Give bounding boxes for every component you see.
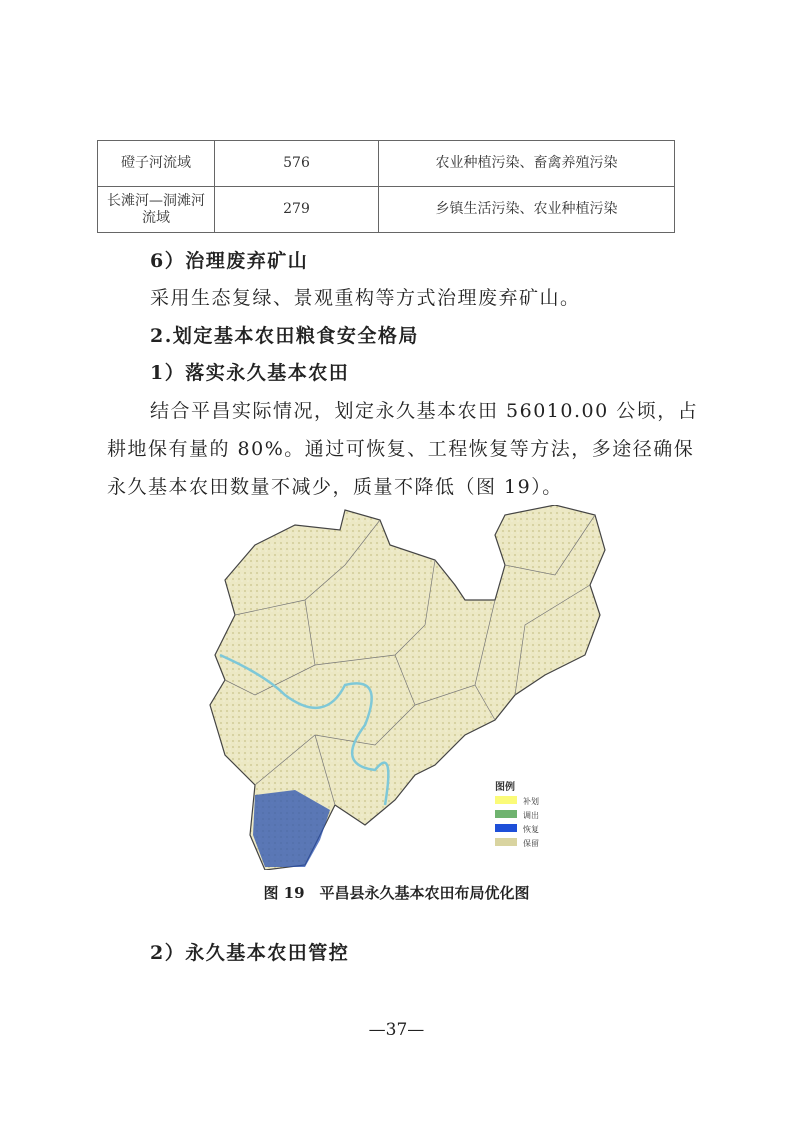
paragraph-line: 永久基本农田数量不减少，质量不降低（图 19）。 bbox=[107, 476, 563, 498]
section-heading: 6）治理废弃矿山 bbox=[150, 250, 309, 272]
table-row bbox=[98, 187, 675, 233]
figure-caption: 图 19 平昌县永久基本农田布局优化图 bbox=[263, 884, 530, 902]
pollution-cell: 乡镇生活污染、农业种植污染 bbox=[379, 187, 675, 233]
paragraph: 采用生态复绿、景观重构等方式治理废弃矿山。 bbox=[150, 287, 581, 309]
area-cell: 279 bbox=[215, 187, 379, 233]
legend-label: 保留 bbox=[523, 839, 539, 848]
map-legend bbox=[495, 780, 539, 848]
pollution-cell: 农业种植污染、畜禽养殖污染 bbox=[379, 141, 675, 187]
legend-label: 恢复 bbox=[523, 825, 539, 834]
table-row bbox=[98, 141, 675, 187]
legend-label: 调出 bbox=[523, 811, 539, 820]
legend-title: 图例 bbox=[495, 782, 515, 793]
section-heading: 1）落实永久基本农田 bbox=[150, 362, 350, 384]
legend-swatch-supplement bbox=[495, 796, 517, 804]
paragraph-line: 结合平昌实际情况，划定永久基本农田 56010.00 公顷，占 bbox=[150, 400, 699, 422]
legend-label: 补划 bbox=[523, 797, 539, 806]
page-number: —37— bbox=[368, 1020, 425, 1040]
legend-swatch-retained bbox=[495, 838, 517, 846]
basin-cell: 磴子河流域 bbox=[98, 141, 215, 187]
section-heading: 2.划定基本农田粮食安全格局 bbox=[150, 325, 419, 347]
pollution-table bbox=[97, 140, 675, 233]
section-heading: 2）永久基本农田管控 bbox=[150, 942, 350, 964]
basin-cell: 长滩河—洞滩河流域 bbox=[98, 187, 215, 233]
legend-swatch-restored bbox=[495, 824, 517, 832]
legend-swatch-removed bbox=[495, 810, 517, 818]
farmland-map bbox=[195, 505, 615, 870]
paragraph-line: 耕地保有量的 80%。通过可恢复、工程恢复等方法，多途径确保 bbox=[107, 438, 695, 460]
area-cell: 576 bbox=[215, 141, 379, 187]
